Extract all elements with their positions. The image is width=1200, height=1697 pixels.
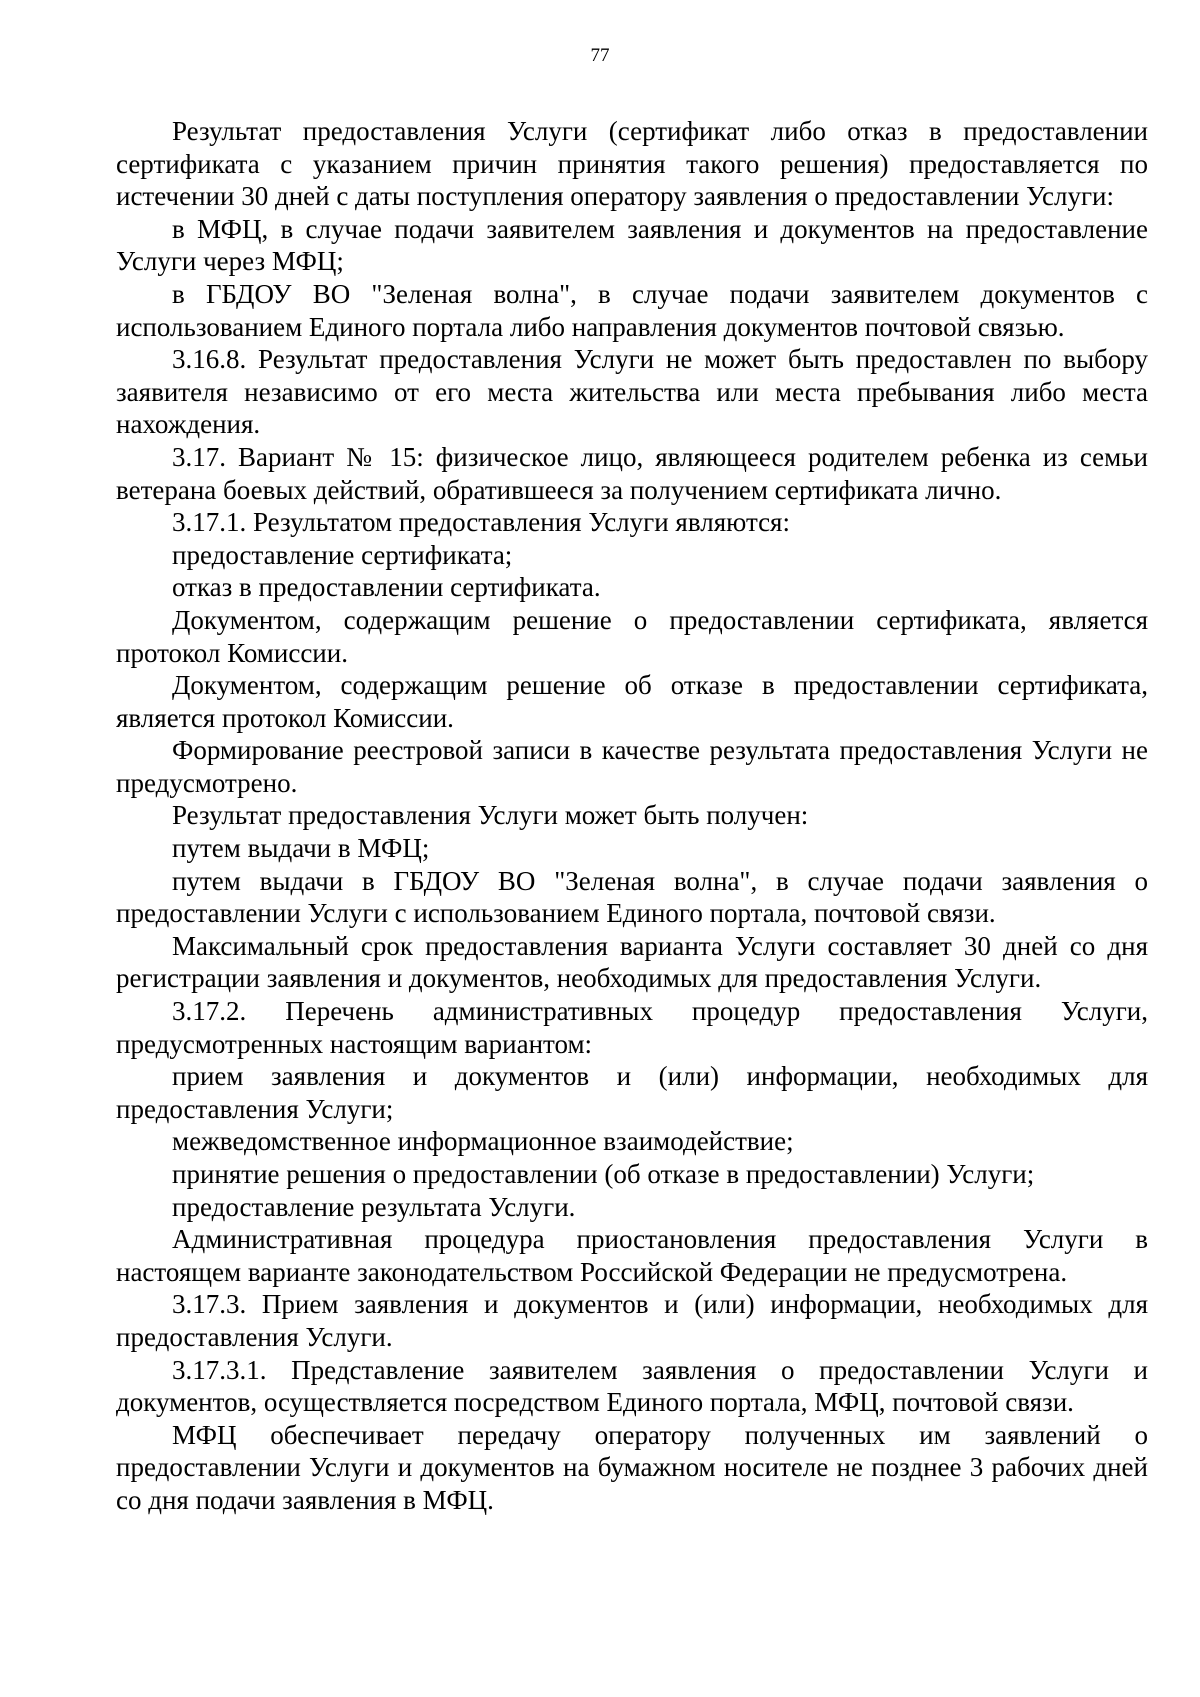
paragraph-mfc-transfer: МФЦ обеспечивает передачу оператору полученных им заявлений о предоставлении Услуги и документов на бумажном носителе не позднее 3 рабочих дней со дня подачи заявления в МФЦ. <box>116 1419 1148 1515</box>
paragraph-3-17-1: 3.17.1. Результатом предоставления Услуги являются: <box>172 507 790 538</box>
paragraph-list-item: путем выдачи в МФЦ; <box>172 833 430 864</box>
paragraph-list-item: принятие решения о предоставлении (об отказе в предоставлении) Услуги; <box>172 1159 1035 1189</box>
paragraph-3-17-3-1: 3.17.3.1. Представление заявителем заявления о предоставлении Услуги и документов, осуществляется посредством Единого портала, МФЦ, почтовой связи. <box>116 1354 1148 1418</box>
paragraph-suspension: Административная процедура приостановления предоставления Услуги в настоящем варианте законодательством Российской Федерации не предусмотрена. <box>116 1224 1148 1287</box>
paragraph-gbdou-delivery: в ГБДОУ ВО "Зеленая волна", в случае подачи заявителем документов с использованием Единого портала либо направления документов почтовой связью. <box>116 278 1148 342</box>
paragraph-list-item: отказ в предоставлении сертификата. <box>172 572 601 603</box>
paragraph-list-item: предоставление сертификата; <box>172 539 513 570</box>
paragraph-list-item: предоставление результата Услуги. <box>172 1191 576 1222</box>
paragraph-list-item: путем выдачи в ГБДОУ ВО "Зеленая волна", в случае подачи заявления о предоставлении Услуги с использованием Единого портала, почтовой связи. <box>116 865 1148 929</box>
paragraph-list-item: межведомственное информационное взаимодействие; <box>172 1126 794 1157</box>
paragraph-3-17-3: 3.17.3. Прием заявления и документов и (или) информации, необходимых для предоставления Услуги. <box>116 1289 1148 1352</box>
paragraph-registry-record: Формирование реестровой записи в качестве результата предоставления Услуги не предусмотрено. <box>116 735 1148 798</box>
paragraph-3-17-2: 3.17.2. Перечень административных процедур предоставления Услуги, предусмотренных настоящим вариантом: <box>116 996 1148 1059</box>
paragraph-grant-document: Документом, содержащим решение о предоставлении сертификата, является протокол Комиссии. <box>116 604 1148 668</box>
paragraph-3-16-8: 3.16.8. Результат предоставления Услуги не может быть предоставлен по выбору заявителя независимо от его места жительства или места пребывания либо места нахождения. <box>116 344 1148 440</box>
paragraph-max-term: Максимальный срок предоставления варианта Услуги составляет 30 дней со дня регистрации заявления и документов, необходимых для предоставления Услуги. <box>116 930 1148 994</box>
paragraph-3-17: 3.17. Вариант № 15: физическое лицо, являющееся родителем ребенка из семьи ветерана боевых действий, обратившееся за получением сертификата лично. <box>116 441 1148 505</box>
paragraph-mfc-delivery: в МФЦ, в случае подачи заявителем заявления и документов на предоставление Услуги через МФЦ; <box>116 213 1148 277</box>
paragraph-result-obtain: Результат предоставления Услуги может быть получен: <box>172 800 809 831</box>
page-number: 77 <box>590 45 610 66</box>
paragraph-result-term: Результат предоставления Услуги (сертификат либо отказ в предоставлении сертификата с указанием причин принятия такого решения) предоставляется по истечении 30 дней с даты поступления оператору заявления о предоставлении Услуги: <box>116 116 1148 212</box>
document-body <box>116 115 1148 1517</box>
paragraph-refusal-document: Документом, содержащим решение об отказе в предоставлении сертификата, является протокол Комиссии. <box>116 670 1148 733</box>
paragraph-list-item: прием заявления и документов и (или) информации, необходимых для предоставления Услуги; <box>116 1061 1148 1124</box>
